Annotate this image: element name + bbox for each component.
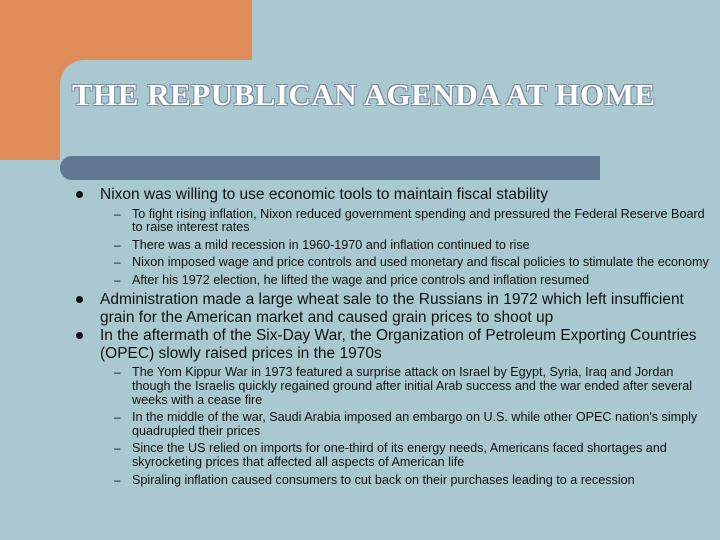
sub-bullet-item — [76, 208, 716, 235]
sub-bullet-text: Spiraling inflation caused consumers to cut back on their purchases leading to a recession — [132, 472, 635, 487]
sub-bullet-item — [76, 239, 716, 253]
dash-icon: – — [114, 441, 121, 456]
bullet-item — [76, 291, 716, 326]
sub-bullet-text: Since the US relied on imports for one-third of its energy needs, Americans faced shortages and skyrocketing prices that affected all aspects of American life — [132, 441, 667, 470]
dash-icon: – — [114, 255, 121, 270]
bullet-dot-icon — [76, 296, 83, 303]
slide-title: THE REPUBLICAN AGENDA AT HOME — [72, 77, 656, 112]
sub-bullet-text: The Yom Kippur War in 1973 featured a surprise attack on Israel by Egypt, Syria, Iraq and Jordan though the Israelis quickly regained ground after initial Arab success and the war ended after several weeks with a cease fire — [132, 365, 693, 407]
sub-bullet-list — [76, 208, 716, 288]
sub-bullet-item — [76, 274, 716, 288]
bullet-item — [76, 186, 716, 204]
sub-bullet-item — [76, 256, 716, 270]
dash-icon: – — [114, 365, 121, 380]
dash-icon: – — [114, 206, 121, 221]
dash-icon: – — [114, 272, 121, 287]
sub-bullet-text: Nixon imposed wage and price controls and used monetary and fiscal policies to stimulate the economy — [132, 255, 709, 270]
sub-bullet-item — [76, 442, 716, 469]
sub-bullet-text: In the middle of the war, Saudi Arabia imposed an embargo on U.S. while other OPEC nation's simply quadrupled their prices — [132, 410, 698, 438]
sub-bullet-text: After his 1972 election, he lifted the wage and price controls and inflation resumed — [132, 272, 590, 287]
bullet-text: Administration made a large wheat sale to the Russians in 1972 which left insufficient grain for the American market and caused grain prices to shoot up — [100, 291, 684, 326]
sub-bullet-item — [76, 474, 716, 488]
sub-bullet-text: There was a mild recession in 1960-1970 and inflation continued to rise — [132, 237, 530, 252]
sub-bullet-item — [76, 411, 716, 438]
bullet-dot-icon — [76, 191, 83, 198]
bullet-item — [76, 327, 716, 362]
dash-icon: – — [114, 472, 121, 487]
bullet-dot-icon — [76, 332, 83, 339]
dash-icon: – — [114, 237, 121, 252]
bullet-text: Nixon was willing to use economic tools to maintain fiscal stability — [100, 186, 548, 203]
sub-bullet-text: To fight rising inflation, Nixon reduced government spending and pressured the Federal Reserve Board to raise interest rates — [132, 206, 705, 235]
bullet-text: In the aftermath of the Six-Day War, the Organization of Petroleum Exporting Countries (OPEC) slowly raised prices in the 1970s — [100, 327, 697, 362]
title-underline-bar — [60, 156, 600, 180]
slide-content — [76, 186, 716, 491]
sub-bullet-list — [76, 366, 716, 487]
sub-bullet-item — [76, 366, 716, 407]
dash-icon: – — [114, 410, 121, 425]
